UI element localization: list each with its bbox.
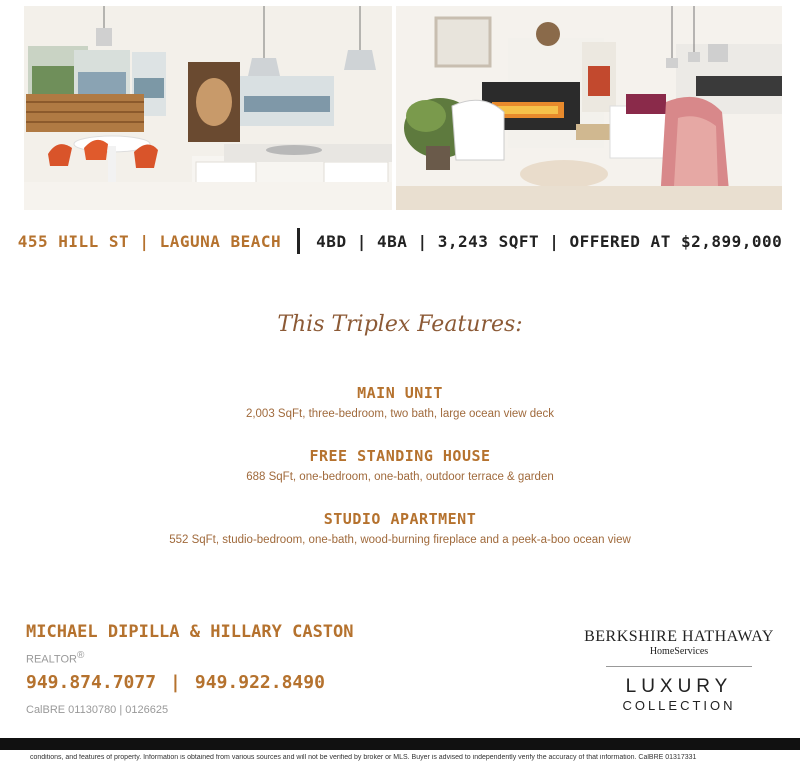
brand-subtitle: HomeServices bbox=[649, 646, 709, 657]
agent-title bbox=[26, 650, 84, 666]
feature-heading: MAIN UNIT bbox=[357, 384, 443, 402]
kitchen-photo bbox=[24, 6, 392, 210]
brand-name: BERKSHIRE HATHAWAY bbox=[584, 628, 774, 645]
feature-description: 688 SqFt, one-bedroom, one-bath, outdoor terrace & garden bbox=[246, 471, 554, 483]
features-title: This Triplex Features: bbox=[277, 312, 523, 337]
listing-specs: 4BD | 4BA | 3,243 SQFT | OFFERED AT $2,899,000 bbox=[316, 231, 783, 251]
listing-address: 455 HILL ST | LAGUNA BEACH bbox=[17, 231, 282, 251]
brand-collection: COLLECTION bbox=[622, 698, 736, 713]
feature-heading: FREE STANDING HOUSE bbox=[309, 447, 491, 465]
phone-number-1[interactable]: 949.874.7077 bbox=[26, 672, 157, 693]
feature-main-unit bbox=[0, 384, 800, 420]
info-divider bbox=[297, 228, 300, 254]
registered-mark: ® bbox=[76, 650, 85, 661]
feature-heading: STUDIO APARTMENT bbox=[323, 510, 477, 528]
feature-free-standing-house bbox=[0, 447, 800, 483]
feature-studio-apartment bbox=[0, 510, 800, 546]
brand-divider bbox=[606, 666, 752, 667]
agent-phones bbox=[26, 672, 325, 693]
listing-info-line bbox=[0, 226, 800, 256]
agent-license: CalBRE 01130780 | 0126625 bbox=[26, 704, 169, 716]
feature-description: 552 SqFt, studio-bedroom, one-bath, wood-burning fireplace and a peek-a-boo ocean view bbox=[169, 534, 631, 546]
feature-description: 2,003 SqFt, three-bedroom, two bath, large ocean view deck bbox=[245, 408, 555, 420]
footer-bar bbox=[0, 738, 800, 750]
living-room-photo bbox=[396, 6, 782, 210]
brand-luxury: LUXURY bbox=[625, 676, 733, 697]
realtor-label: REALTOR bbox=[26, 653, 77, 666]
agent-names: MICHAEL DIPILLA & HILLARY CASTON bbox=[26, 622, 354, 642]
disclaimer-text: conditions, and features of property. Information is obtained from various sources and will not be verified by broker or MLS. Buyer is advised to independently verify the accuracy of that information. CalBRE 01317331 bbox=[30, 754, 697, 761]
phone-number-2[interactable]: 949.922.8490 bbox=[194, 672, 325, 693]
phone-separator: | bbox=[170, 672, 181, 693]
